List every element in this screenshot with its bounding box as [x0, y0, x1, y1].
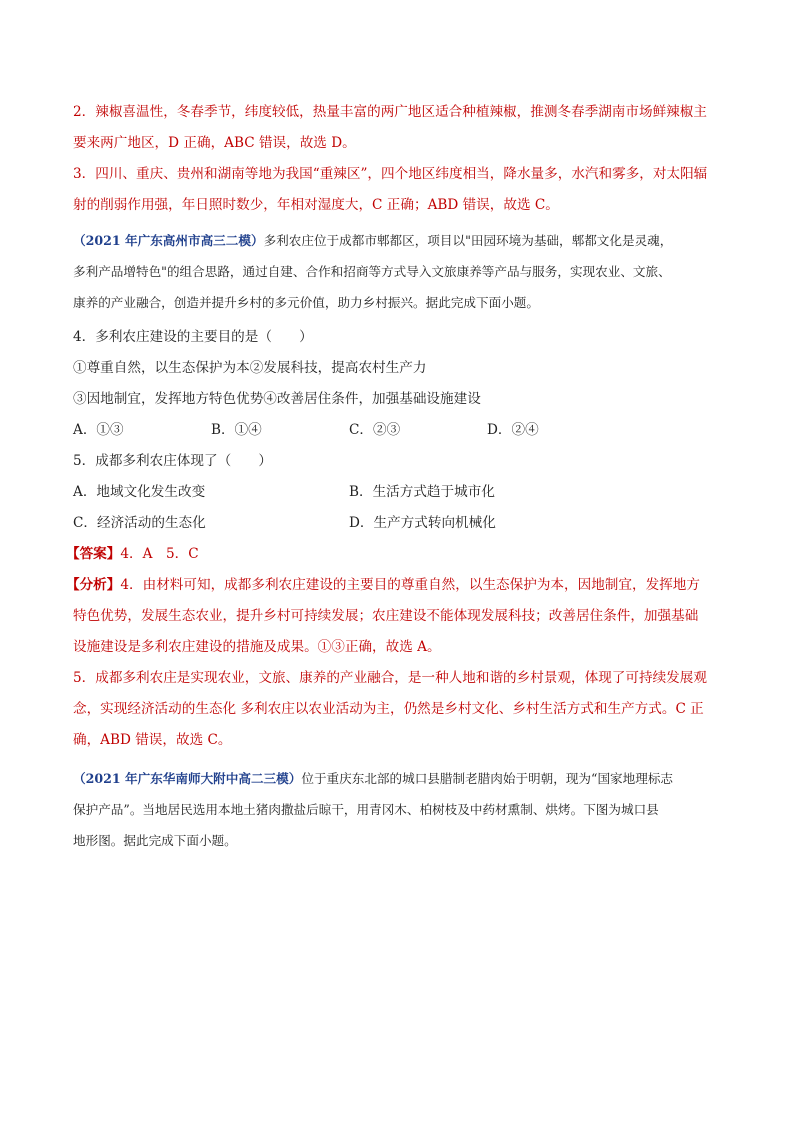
passage-text: 多利产品增特色"的组合思路，通过自建、合作和招商等方式导入文旅康养等产品与服务，实现农业、文旅、	[73, 264, 671, 279]
options-row	[73, 477, 729, 508]
option-d: D．生产方式转向机械化	[349, 515, 496, 531]
answer-section	[66, 539, 722, 570]
analysis-label: 【分析】	[66, 577, 121, 593]
passage-source: （2021 年广东高州市高三二模）	[73, 233, 264, 248]
option-c: C．②③	[349, 422, 401, 438]
answer-label: 【答案】	[66, 546, 121, 562]
answer-text: 4．A 5．C	[120, 546, 199, 562]
question-stem: 5．成都多利农庄体现了（ ）	[73, 453, 272, 469]
option-b: B．①④	[211, 422, 262, 438]
passage-text: 保护产品”。当地居民选用本地土猪肉撒盐后晾干，用青冈木、柏树枝及中药材熏制、烘烤。下图为城口县	[73, 802, 659, 817]
passage-text: 地形图。据此完成下面小题。	[73, 833, 237, 848]
options-row	[73, 508, 729, 539]
statement-line: ①尊重自然，以生态保护为本②发展科技，提高农村生产力	[73, 360, 427, 376]
options-row	[73, 415, 729, 446]
question-5	[73, 446, 729, 539]
option-a: A．①③	[73, 422, 124, 438]
q2-explanation-line: 要来两广地区，D 正确，ABC 错误，故选 D。	[73, 135, 356, 151]
analysis-text: 确，ABD 错误，故选 C。	[73, 732, 232, 748]
analysis-text: 4．由材料可知，成都多利农庄建设的主要目的尊重自然，以生态保护为本，因地制宜，发挥地方	[120, 577, 700, 593]
analysis-text: 设施建设是多利农庄建设的措施及成果。①③正确，故选 A。	[73, 639, 441, 655]
reading-passage-1	[73, 225, 729, 318]
analysis-section	[66, 570, 729, 756]
q2-explanation-line: 2．辣椒喜温性，冬春季节，纬度较低，热量丰富的两广地区适合种植辣椒，推测冬春季湖南市场鲜辣椒主	[73, 104, 707, 120]
option-c: C．经济活动的生态化	[73, 515, 206, 531]
statement-line: ③因地制宜，发挥地方特色优势④改善居住条件，加强基础设施建设	[73, 391, 481, 407]
analysis-text: 念，实现经济活动的生态化 多利农庄以农业活动为主，仍然是乡村文化、乡村生活方式和生产方式。C 正	[73, 701, 704, 717]
question-4	[73, 322, 729, 446]
option-a: A．地域文化发生改变	[73, 484, 206, 500]
option-b: B．生活方式趋于城市化	[349, 484, 495, 500]
option-d: D．②④	[487, 422, 539, 438]
passage-text: 多利农庄位于成都市郫都区，项目以"田园环境为基础，郫都文化是灵魂，	[263, 233, 673, 248]
previous-answer-continuation	[73, 97, 729, 221]
passage-source: （2021 年广东华南师大附中高二三模）	[73, 771, 302, 786]
q3-explanation-line: 射的削弱作用强，年日照时数少，年相对湿度大，C 正确；ABD 错误，故选 C。	[73, 197, 559, 213]
analysis-text: 5．成都多利农庄是实现农业，文旅、康养的产业融合，是一种人地和谐的乡村景观，体现了可持续发展观	[73, 670, 707, 686]
question-stem: 4．多利农庄建设的主要目的是（ ）	[73, 329, 313, 345]
reading-passage-2	[73, 763, 729, 856]
q3-explanation-line: 3．四川、重庆、贵州和湖南等地为我国“重辣区”，四个地区纬度相当，降水量多，水汽和雾多，对太阳辐	[73, 166, 708, 182]
passage-text: 康养的产业融合，创造并提升乡村的多元价值，助力乡村振兴。据此完成下面小题。	[73, 295, 539, 310]
analysis-text: 特色优势，发展生态农业，提升乡村可持续发展；农庄建设不能体现发展科技；改善居住条件，加强基础	[73, 608, 699, 624]
passage-text: 位于重庆东北部的城口县腊制老腊肉始于明朝，现为“国家地理标志	[301, 771, 674, 786]
